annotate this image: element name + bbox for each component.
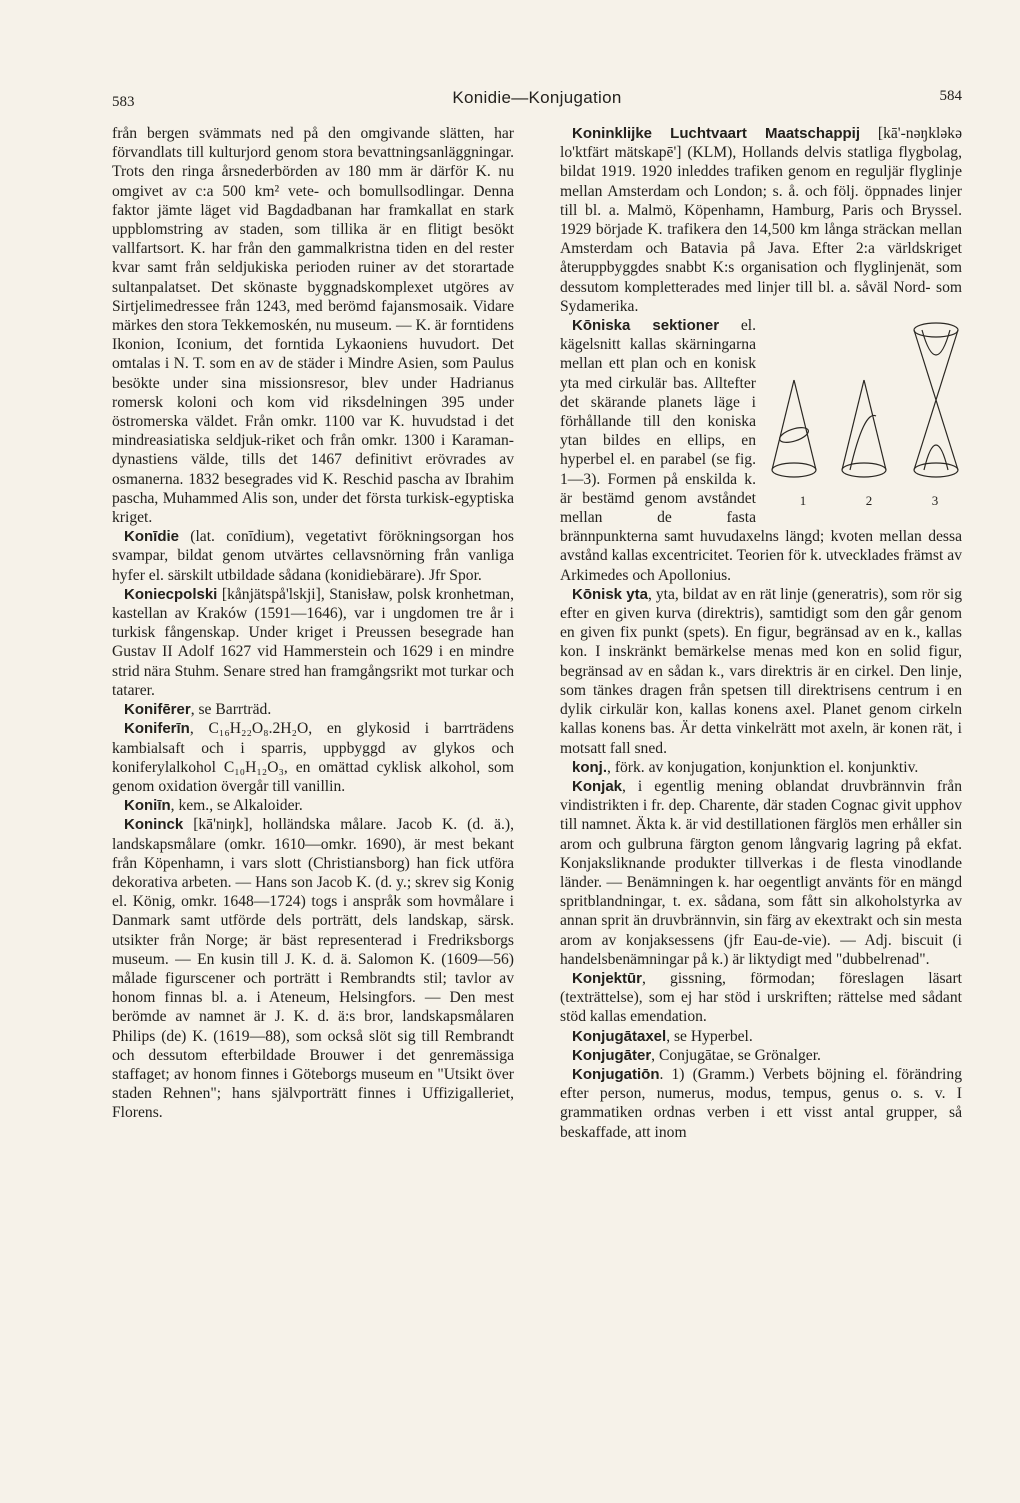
dictionary-entry <box>112 815 514 1122</box>
running-title: Konidie—Konjugation <box>452 88 622 107</box>
entry-text: , C₁₆H₂₂O₈.2H₂O, en glykosid i barrträdens kambialsaft och i sparris, uppbyggd av glykos och koniferylalkohol C₁₀H₁₂O₃, en omättad cyklisk alkohol, som genom oxidation övergår till vanillin. <box>112 720 514 795</box>
entry-headword: Kōniska sektioner <box>572 317 720 335</box>
entry-headword: Koniīn <box>124 797 171 815</box>
cones-illustration <box>764 320 962 490</box>
dictionary-entry <box>560 1046 962 1065</box>
dictionary-entry <box>112 124 514 527</box>
entry-text: [kā'niŋk], holländska målare. Jacob K. (d. ä.), landskapsmålare (omkr. 1610—omkr. 1690), är mest bekant från Köpenhamn, i vars slott (Christiansborg) han fick utföra dekorativa arbeten. — Hans son Jacob K. (d. y.; skrev sig Konig el. König, omkr. 1648—1724) togs i anspråk som hovmålare i Danmark samt utförde dels porträtt, dels landskap, särsk. utsikter från Norge; är bäst representerad i Fredriksborgs museum. — En kusin till J. K. d. ä. Salomon K. (1609—56) målade figurscener och porträtt i Rembrandts stil; tavlor av honom finnas bl. a. i Ateneum, Helsingfors. — Den mest berömde av namnet är J. K. d. ä:s bror, landskapsmålaren Philips (de) K. (1619—88), som också slöt sig till Rembrandt och dessutom efterbildade Brouwer i det genremässiga staffaget; av honom finnes i Göteborgs museum en "Utsikt över staden Rehnen"; hans självporträtt finnes i Uffizigalleriet, Florens. <box>112 816 514 1122</box>
entry-text: , i egentlig mening oblandat druvbrännvin från vindistrikten i fr. dep. Charente, där staden Cognac givit upphov till namnet. Äkta k. är vid destillationen färglös men erhåller sin arom och gulbruna färgton genom långvarig lagring på ekfat. Konjaksliknande produkter tillverkas i de flesta vinodlande länder. — Benämningen k. har oegentligt använts för en mängd spritblandningar, t. ex. sådana, som fått sin alkoholstyrka av annan sprit än druvbrännvin, sin färg av ekextrakt och sin mesta arom av konjaksessens (jfr Eau-de-vie). — Adj. biscuit (i handelsbenämningar på k.) är liktydigt med "dubbelrenad". <box>560 777 962 968</box>
page-number-left: 583 <box>112 94 135 110</box>
dictionary-entry <box>112 527 514 585</box>
entry-headword: Konjugatiōn <box>572 1065 660 1083</box>
figure-label: 1 <box>799 492 807 508</box>
entry-text: el. kägelsnitt kallas skärningarna mellan ett plan och en konisk yta med cirkulär bas. Alltefter det skärande planets läge i förhållande till den koniska ytan bildes en ellips, en hyperbel el. en parabel (se fig. 1—3). Formen på enskilda k. är bestämd genom avståndet mellan de fasta brännpunkterna samt huvudaxelns längd; kvoten mellan dessa avstånd kallas excentricitet. Teorien för k. utvecklades främst av Arkimedes och Apollonius. <box>560 317 962 584</box>
entry-text: , Conjugātae, se Grönalger. <box>651 1046 821 1064</box>
conic-sections-figure <box>764 320 962 510</box>
entry-headword: Koniferīn <box>124 720 190 738</box>
entry-text: , förk. av konjugation, konjunktion el. konjunktiv. <box>607 758 919 776</box>
entry-text: , gissning, förmodan; föreslagen läsart (texträttelse), som ej har stöd i urskriften; rättelse med sådant stöd kallas emendation. <box>560 969 962 1026</box>
entry-text: (lat. conīdium), vegetativt förökningsorgan hos svampar, bildat genom utvärtes cellavsnörning från vanliga hyfer el. särskilt utbildade sådana (konidiebärare). Jfr Spor. <box>112 528 514 584</box>
dictionary-entry <box>560 1027 962 1046</box>
entry-headword: Koninck <box>124 816 184 834</box>
dictionary-entry <box>560 758 962 777</box>
entry-text: , se Barrträd. <box>190 701 272 719</box>
entry-headword: Kōnisk yta <box>572 585 648 603</box>
entry-text: , kem., se Alkaloider. <box>170 797 303 815</box>
entry-headword: Koniecpolski <box>124 585 218 603</box>
entry-text: . 1) (Gramm.) Verbets böjning el. förändring efter person, numerus, modus, tempus, genus o. s. v. I grammatiken ordnas verben i ett visst antal grupper, så beskaffade, att inom <box>560 1065 962 1141</box>
left-column <box>112 124 514 1123</box>
figure-label: 2 <box>865 492 873 508</box>
entry-text: från bergen svämmats ned på den omgivande slätten, har förvandlats till kulturjord genom stora bevattningsanläggningar. Trots den ringa årsnederbörden av 180 mm är därför K. nu omgivet av c:a 500 km² vete- och bomullsodlingar. Denna faktor jämte läget vid Bagdadbanan har framkallat en stark uppblomstring av staden, som tillika är en flitigt besökt vallfartsort. K. har från den gammalkristna tiden en del rester kvar samt från seldjukiska perioden ruiner av det storartade sultanpalatset. Det skönaste byggnadskomplexet utgöres av Sirtjelimedressee från 1243, med berömd fajansmosaik. Vidare märkes den stora Tekkemoskén, nu museum. — K. är forntidens Ikonion, Iconium, det forntida Lykaoniens huvudort. Det omtalas i N. T. som en av de städer i Mindre Asien, som Paulus besökte under sina missionsresor, blev under Hadrianus romersk koloni och kom vid riksdelningen 395 under östromerska väldet. Från omkr. 1100 var K. huvudstad i det mindreasiatiska seldjuk-riket och från omkr. 1300 i Karaman-dynastiens välde, tills det 1467 definitivt erövrades av osmanerna. 1832 besegrades vid K. Reschid pascha av Ibrahim pascha, Muhammed Alis son, under det första turkisk-egyptiska kriget. <box>112 125 514 527</box>
entry-text: , se Hyperbel. <box>666 1027 753 1045</box>
page-number-right: 584 <box>939 88 962 104</box>
entry-headword: Konjugāter <box>572 1046 652 1064</box>
entry-text: [kånjätspå'lskji], Stanisław, polsk kronhetman, kastellan av Kraków (1591—1646), var i ungdomen tre år i turkisk fångenskap. Under kriget i Preussen besegrade han Gustav II Adolf 1627 vid Hammerstein och 1629 i en mindre strid nära Stuhm. Senare stred han framgångsrikt mot turkar och tatarer. <box>112 585 514 699</box>
dictionary-entry <box>560 124 962 316</box>
figure-label: 3 <box>931 492 939 508</box>
dictionary-entry <box>112 719 514 796</box>
entry-headword: Konifērer <box>124 701 191 719</box>
entry-text: , yta, bildat av en rät linje (generatris), som rör sig efter en given kurva (direktris), samtidigt som den går genom en given fix punkt (spets). En figur, begränsad av en k., kallas kon. I inskränkt bemärkelse menas med kon en solid figur, begränsad av en sådan k., vars direktris är en cirkel. Den linje, som tänkes dragen från spetsen till direktrisens centrum i en dylik cirkulär kon, kallas konens axel. Planet genom cirkeln kallas konens bas. Är detta vinkelrätt mot axeln, är konen rät, i motsatt fall sned. <box>560 585 963 757</box>
entry-headword: Konjak <box>572 777 623 795</box>
dictionary-entry <box>560 1065 962 1142</box>
dictionary-entry <box>560 316 962 585</box>
dictionary-entry <box>112 796 514 815</box>
entry-headword: konj. <box>572 758 608 776</box>
entry-headword: Koninklijke Luchtvaart Maatschappij <box>572 125 861 142</box>
entry-text: [kā'-nəŋkləkə lo'ktfärt mätskapē'] (KLM), Hollands delvis statliga flygbolag, bildat 1919. 1920 inleddes trafiken genom en reguljär flyglinje mellan Amsterdam och London; s. å. och följ. öppnades linjer till bl. a. Malmö, Köpenhamn, Hamburg, Paris och Bryssel. 1929 började K. trafikera den 14,500 km långa sträckan mellan Amsterdam och Batavia på Java. Efter 2:a världskriget återuppbyggdes snabbt K:s organisation och flyglinjenät, som dessutom kompletterades med linjer till bl. a. såväl Nord- som Sydamerika. <box>560 125 963 315</box>
right-column <box>560 124 962 1142</box>
dictionary-entry <box>112 585 514 700</box>
page-header <box>112 88 962 118</box>
dictionary-entry <box>560 969 962 1027</box>
entry-headword: Konjugātaxel <box>572 1027 667 1045</box>
dictionary-entry <box>560 585 962 758</box>
dictionary-entry <box>560 777 962 969</box>
dictionary-entry <box>112 700 514 719</box>
entry-headword: Konjektūr <box>572 969 643 987</box>
entry-headword: Konīdie <box>124 528 179 546</box>
